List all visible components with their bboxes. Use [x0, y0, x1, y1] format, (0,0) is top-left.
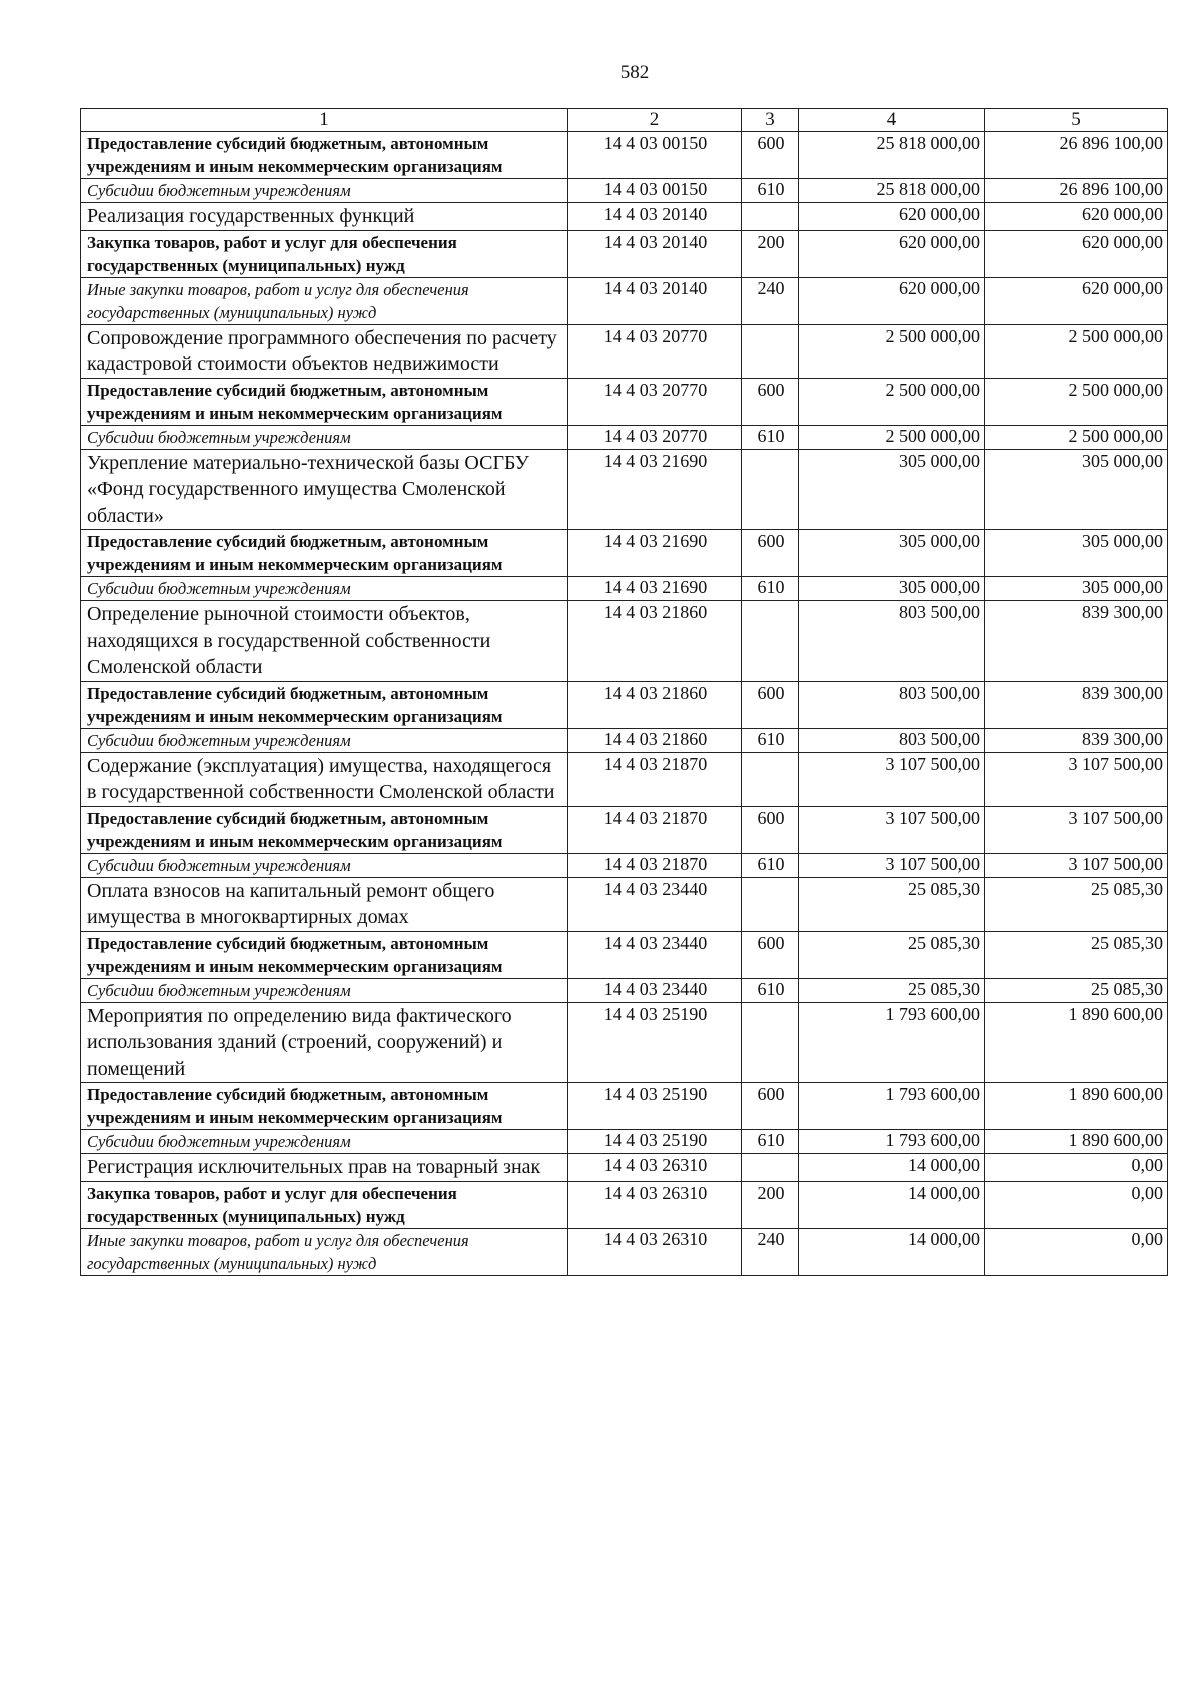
- table-row: [81, 1228, 1168, 1275]
- row-expense-kind: [742, 752, 799, 806]
- table-row: [81, 978, 1168, 1002]
- row-amount-year-2: 305 000,00: [985, 449, 1168, 530]
- row-amount-year-2: 3 107 500,00: [985, 752, 1168, 806]
- row-amount-year-1: 803 500,00: [799, 681, 985, 728]
- column-header-1: 1: [81, 109, 568, 132]
- row-expense-kind: 200: [742, 230, 799, 277]
- table-row: [81, 1002, 1168, 1083]
- row-target-code: 14 4 03 21690: [568, 577, 742, 601]
- row-target-code: 14 4 03 21870: [568, 853, 742, 877]
- row-expense-kind: 240: [742, 1228, 799, 1275]
- table-row: [81, 806, 1168, 853]
- row-target-code: 14 4 03 20770: [568, 378, 742, 425]
- row-amount-year-1: 25 085,30: [799, 978, 985, 1002]
- row-amount-year-2: 25 085,30: [985, 877, 1168, 931]
- row-amount-year-1: 305 000,00: [799, 449, 985, 530]
- row-amount-year-1: 3 107 500,00: [799, 752, 985, 806]
- row-description: Мероприятия по определению вида фактического использования зданий (строений, сооружений) и помещений: [81, 1002, 568, 1083]
- column-header-5: 5: [985, 109, 1168, 132]
- column-header-3: 3: [742, 109, 799, 132]
- row-amount-year-2: 26 896 100,00: [985, 132, 1168, 179]
- table-row: [81, 931, 1168, 978]
- table-row: [81, 877, 1168, 931]
- row-description: Субсидии бюджетным учреждениям: [81, 1130, 568, 1154]
- row-amount-year-1: 3 107 500,00: [799, 853, 985, 877]
- row-amount-year-2: 0,00: [985, 1181, 1168, 1228]
- budget-table: [80, 108, 1168, 1276]
- row-amount-year-1: 2 500 000,00: [799, 378, 985, 425]
- table-row: [81, 132, 1168, 179]
- row-target-code: 14 4 03 20140: [568, 230, 742, 277]
- table-row: [81, 230, 1168, 277]
- row-expense-kind: [742, 1154, 799, 1182]
- table-row: [81, 324, 1168, 378]
- row-expense-kind: [742, 203, 799, 231]
- row-target-code: 14 4 03 20770: [568, 425, 742, 449]
- column-header-2: 2: [568, 109, 742, 132]
- row-expense-kind: [742, 324, 799, 378]
- row-description: Реализация государственных функций: [81, 203, 568, 231]
- row-amount-year-1: 620 000,00: [799, 203, 985, 231]
- row-expense-kind: 610: [742, 179, 799, 203]
- row-amount-year-1: 620 000,00: [799, 277, 985, 324]
- row-expense-kind: 610: [742, 1130, 799, 1154]
- table-row: [81, 1083, 1168, 1130]
- row-description: Субсидии бюджетным учреждениям: [81, 978, 568, 1002]
- table-row: [81, 728, 1168, 752]
- row-expense-kind: [742, 877, 799, 931]
- row-description: Предоставление субсидий бюджетным, автономным учреждениям и иным некоммерческим организациям: [81, 378, 568, 425]
- row-description: Субсидии бюджетным учреждениям: [81, 577, 568, 601]
- row-amount-year-1: 2 500 000,00: [799, 324, 985, 378]
- row-target-code: 14 4 03 20140: [568, 277, 742, 324]
- row-amount-year-2: 2 500 000,00: [985, 378, 1168, 425]
- table-row: [81, 425, 1168, 449]
- row-description: Субсидии бюджетным учреждениям: [81, 728, 568, 752]
- row-expense-kind: 240: [742, 277, 799, 324]
- row-description: Иные закупки товаров, работ и услуг для обеспечения государственных (муниципальных) нужд: [81, 277, 568, 324]
- row-description: Предоставление субсидий бюджетным, автономным учреждениям и иным некоммерческим организациям: [81, 931, 568, 978]
- row-target-code: 14 4 03 26310: [568, 1228, 742, 1275]
- row-expense-kind: 600: [742, 806, 799, 853]
- row-amount-year-1: 14 000,00: [799, 1154, 985, 1182]
- row-target-code: 14 4 03 21860: [568, 681, 742, 728]
- row-amount-year-1: 25 085,30: [799, 931, 985, 978]
- table-row: [81, 853, 1168, 877]
- row-expense-kind: [742, 1002, 799, 1083]
- row-amount-year-2: 620 000,00: [985, 230, 1168, 277]
- row-amount-year-1: 14 000,00: [799, 1228, 985, 1275]
- row-target-code: 14 4 03 21870: [568, 752, 742, 806]
- row-amount-year-2: 620 000,00: [985, 277, 1168, 324]
- row-amount-year-1: 25 085,30: [799, 877, 985, 931]
- row-target-code: 14 4 03 21690: [568, 530, 742, 577]
- row-description: Предоставление субсидий бюджетным, автономным учреждениям и иным некоммерческим организациям: [81, 530, 568, 577]
- table-row: [81, 179, 1168, 203]
- table-row: [81, 449, 1168, 530]
- row-amount-year-1: 14 000,00: [799, 1181, 985, 1228]
- row-amount-year-2: 305 000,00: [985, 530, 1168, 577]
- row-expense-kind: [742, 601, 799, 682]
- row-amount-year-2: 0,00: [985, 1154, 1168, 1182]
- row-amount-year-1: 1 793 600,00: [799, 1083, 985, 1130]
- row-target-code: 14 4 03 20770: [568, 324, 742, 378]
- row-target-code: 14 4 03 21870: [568, 806, 742, 853]
- row-description: Укрепление материально-технической базы ОСГБУ «Фонд государственного имущества Смоленской области»: [81, 449, 568, 530]
- row-amount-year-2: 0,00: [985, 1228, 1168, 1275]
- row-target-code: 14 4 03 26310: [568, 1154, 742, 1182]
- row-target-code: 14 4 03 21690: [568, 449, 742, 530]
- row-description: Содержание (эксплуатация) имущества, находящегося в государственной собственности Смоленской области: [81, 752, 568, 806]
- table-row: [81, 1130, 1168, 1154]
- page-number: 582: [620, 62, 650, 83]
- row-amount-year-2: 1 890 600,00: [985, 1083, 1168, 1130]
- table-row: [81, 378, 1168, 425]
- row-expense-kind: 600: [742, 132, 799, 179]
- row-expense-kind: 610: [742, 978, 799, 1002]
- row-target-code: 14 4 03 00150: [568, 179, 742, 203]
- row-description: Регистрация исключительных прав на товарный знак: [81, 1154, 568, 1182]
- row-amount-year-1: 1 793 600,00: [799, 1002, 985, 1083]
- table-row: [81, 752, 1168, 806]
- header-row: [81, 109, 1168, 132]
- column-header-4: 4: [799, 109, 985, 132]
- table-row: [81, 681, 1168, 728]
- row-description: Закупка товаров, работ и услуг для обеспечения государственных (муниципальных) нужд: [81, 1181, 568, 1228]
- table-row: [81, 601, 1168, 682]
- row-amount-year-1: 305 000,00: [799, 577, 985, 601]
- row-expense-kind: 610: [742, 577, 799, 601]
- row-description: Предоставление субсидий бюджетным, автономным учреждениям и иным некоммерческим организациям: [81, 681, 568, 728]
- row-expense-kind: 600: [742, 1083, 799, 1130]
- table-row: [81, 577, 1168, 601]
- row-amount-year-2: 839 300,00: [985, 728, 1168, 752]
- row-expense-kind: 200: [742, 1181, 799, 1228]
- row-description: Закупка товаров, работ и услуг для обеспечения государственных (муниципальных) нужд: [81, 230, 568, 277]
- row-description: Иные закупки товаров, работ и услуг для обеспечения государственных (муниципальных) нужд: [81, 1228, 568, 1275]
- row-expense-kind: 610: [742, 728, 799, 752]
- row-amount-year-2: 26 896 100,00: [985, 179, 1168, 203]
- row-description: Предоставление субсидий бюджетным, автономным учреждениям и иным некоммерческим организациям: [81, 132, 568, 179]
- row-target-code: 14 4 03 21860: [568, 728, 742, 752]
- table-row: [81, 1181, 1168, 1228]
- row-expense-kind: 600: [742, 931, 799, 978]
- row-description: Предоставление субсидий бюджетным, автономным учреждениям и иным некоммерческим организациям: [81, 1083, 568, 1130]
- row-target-code: 14 4 03 25190: [568, 1130, 742, 1154]
- row-expense-kind: 600: [742, 681, 799, 728]
- row-amount-year-1: 305 000,00: [799, 530, 985, 577]
- row-target-code: 14 4 03 25190: [568, 1002, 742, 1083]
- row-target-code: 14 4 03 23440: [568, 931, 742, 978]
- row-amount-year-2: 1 890 600,00: [985, 1130, 1168, 1154]
- row-amount-year-1: 1 793 600,00: [799, 1130, 985, 1154]
- table-body: [81, 132, 1168, 1276]
- row-amount-year-2: 25 085,30: [985, 978, 1168, 1002]
- row-description: Сопровождение программного обеспечения по расчету кадастровой стоимости объектов недвижимости: [81, 324, 568, 378]
- row-amount-year-1: 3 107 500,00: [799, 806, 985, 853]
- row-amount-year-2: 3 107 500,00: [985, 853, 1168, 877]
- row-expense-kind: 610: [742, 853, 799, 877]
- row-amount-year-2: 2 500 000,00: [985, 324, 1168, 378]
- row-description: Определение рыночной стоимости объектов, находящихся в государственной собственности Смоленской области: [81, 601, 568, 682]
- row-expense-kind: 600: [742, 378, 799, 425]
- row-amount-year-2: 839 300,00: [985, 601, 1168, 682]
- row-amount-year-2: 1 890 600,00: [985, 1002, 1168, 1083]
- row-amount-year-2: 839 300,00: [985, 681, 1168, 728]
- row-expense-kind: 600: [742, 530, 799, 577]
- row-description: Субсидии бюджетным учреждениям: [81, 425, 568, 449]
- table-row: [81, 277, 1168, 324]
- row-amount-year-2: 305 000,00: [985, 577, 1168, 601]
- row-target-code: 14 4 03 26310: [568, 1181, 742, 1228]
- row-target-code: 14 4 03 20140: [568, 203, 742, 231]
- row-description: Субсидии бюджетным учреждениям: [81, 853, 568, 877]
- row-amount-year-2: 3 107 500,00: [985, 806, 1168, 853]
- table-row: [81, 203, 1168, 231]
- row-target-code: 14 4 03 23440: [568, 877, 742, 931]
- row-target-code: 14 4 03 21860: [568, 601, 742, 682]
- row-amount-year-2: 620 000,00: [985, 203, 1168, 231]
- row-amount-year-2: 25 085,30: [985, 931, 1168, 978]
- table-row: [81, 530, 1168, 577]
- row-description: Субсидии бюджетным учреждениям: [81, 179, 568, 203]
- row-amount-year-1: 25 818 000,00: [799, 179, 985, 203]
- row-target-code: 14 4 03 00150: [568, 132, 742, 179]
- row-target-code: 14 4 03 23440: [568, 978, 742, 1002]
- row-amount-year-2: 2 500 000,00: [985, 425, 1168, 449]
- row-amount-year-1: 25 818 000,00: [799, 132, 985, 179]
- table-row: [81, 1154, 1168, 1182]
- row-description: Предоставление субсидий бюджетным, автономным учреждениям и иным некоммерческим организациям: [81, 806, 568, 853]
- row-expense-kind: 610: [742, 425, 799, 449]
- row-target-code: 14 4 03 25190: [568, 1083, 742, 1130]
- row-amount-year-1: 620 000,00: [799, 230, 985, 277]
- row-amount-year-1: 2 500 000,00: [799, 425, 985, 449]
- row-description: Оплата взносов на капитальный ремонт общего имущества в многоквартирных домах: [81, 877, 568, 931]
- row-expense-kind: [742, 449, 799, 530]
- row-amount-year-1: 803 500,00: [799, 601, 985, 682]
- row-amount-year-1: 803 500,00: [799, 728, 985, 752]
